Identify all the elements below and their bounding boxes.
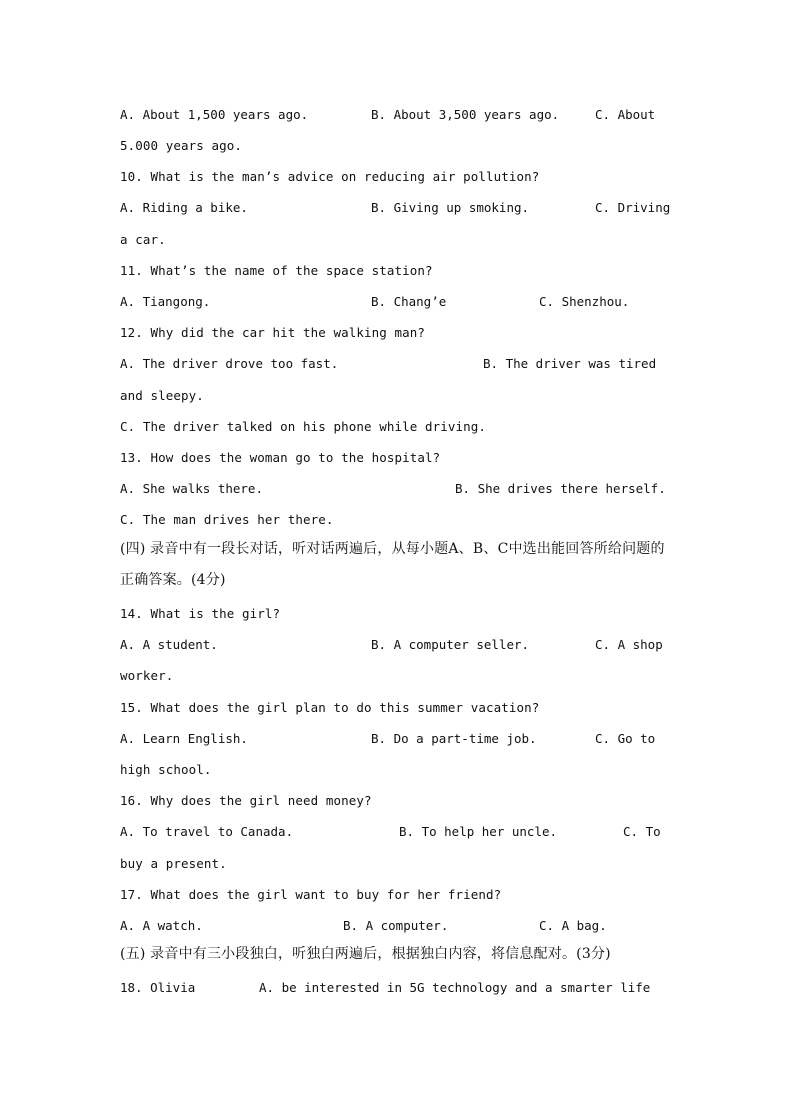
q14-option-a: A. A student. bbox=[120, 637, 218, 652]
q12-option-a: A. The driver drove too fast. bbox=[120, 356, 339, 371]
q15-option-c-continued: high school. bbox=[120, 762, 212, 777]
q10-option-a: A. Riding a bike. bbox=[120, 200, 248, 215]
q17-option-c: C. A bag. bbox=[539, 918, 607, 933]
q16-option-c-continued: buy a present. bbox=[120, 856, 227, 871]
q14-question: 14. What is the girl? bbox=[120, 606, 281, 621]
q9-option-c-continued: 5.000 years ago. bbox=[120, 138, 243, 153]
q11-option-a: A. Tiangong. bbox=[120, 294, 211, 309]
q10-option-b: B. Giving up smoking. bbox=[371, 200, 530, 215]
q16-option-a: A. To travel to Canada. bbox=[120, 824, 294, 839]
q15-question: 15. What does the girl plan to do this summer vacation? bbox=[120, 700, 540, 715]
section-4-instructions: (四) 录音中有一段长对话，听对话两遍后，从每小题A、B、C中选出能回答所给问题的 bbox=[120, 541, 665, 557]
q9-option-b: B. About 3,500 years ago. bbox=[371, 107, 560, 122]
q17-option-b: B. A computer. bbox=[343, 918, 449, 933]
q14-option-c: C. A shop bbox=[595, 637, 663, 652]
q15-option-b: B. Do a part-time job. bbox=[371, 731, 537, 746]
section-4-instructions-cont: 正确答案。(4分) bbox=[120, 572, 226, 588]
q12-option-b: B. The driver was tired bbox=[483, 356, 657, 371]
q18-match-option-a: A. be interested in 5G technology and a smarter life bbox=[259, 980, 651, 995]
q9-option-c: C. About bbox=[595, 107, 656, 122]
q18-name: 18. Olivia bbox=[120, 980, 196, 995]
q10-question: 10. What is the man’s advice on reducing air pollution? bbox=[120, 169, 540, 184]
q9-option-a: A. About 1,500 years ago. bbox=[120, 107, 309, 122]
q13-option-c: C. The man drives her there. bbox=[120, 512, 334, 527]
q13-option-a: A. She walks there. bbox=[120, 481, 263, 496]
q17-question: 17. What does the girl want to buy for her friend? bbox=[120, 887, 502, 902]
q10-option-c: C. Driving bbox=[595, 200, 671, 215]
q15-option-c: C. Go to bbox=[595, 731, 656, 746]
q14-option-c-continued: worker. bbox=[120, 668, 174, 683]
q11-option-c: C. Shenzhou. bbox=[539, 294, 630, 309]
q16-option-c: C. To bbox=[623, 824, 661, 839]
q16-question: 16. Why does the girl need money? bbox=[120, 793, 372, 808]
q14-option-b: B. A computer seller. bbox=[371, 637, 530, 652]
q16-option-b: B. To help her uncle. bbox=[399, 824, 558, 839]
q12-option-c: C. The driver talked on his phone while driving. bbox=[120, 419, 487, 434]
q12-option-b-continued: and sleepy. bbox=[120, 388, 204, 403]
q10-option-c-continued: a car. bbox=[120, 232, 166, 247]
section-5-instructions: (五) 录音中有三小段独白，听独白两遍后，根据独白内容，将信息配对。(3分) bbox=[120, 946, 611, 962]
q15-option-a: A. Learn English. bbox=[120, 731, 248, 746]
q13-option-b: B. She drives there herself. bbox=[455, 481, 666, 496]
q11-question: 11. What’s the name of the space station? bbox=[120, 263, 433, 278]
q12-question: 12. Why did the car hit the walking man? bbox=[120, 325, 426, 340]
q13-question: 13. How does the woman go to the hospital? bbox=[120, 450, 441, 465]
q11-option-b: B. Chang’e bbox=[371, 294, 447, 309]
q17-option-a: A. A watch. bbox=[120, 918, 203, 933]
